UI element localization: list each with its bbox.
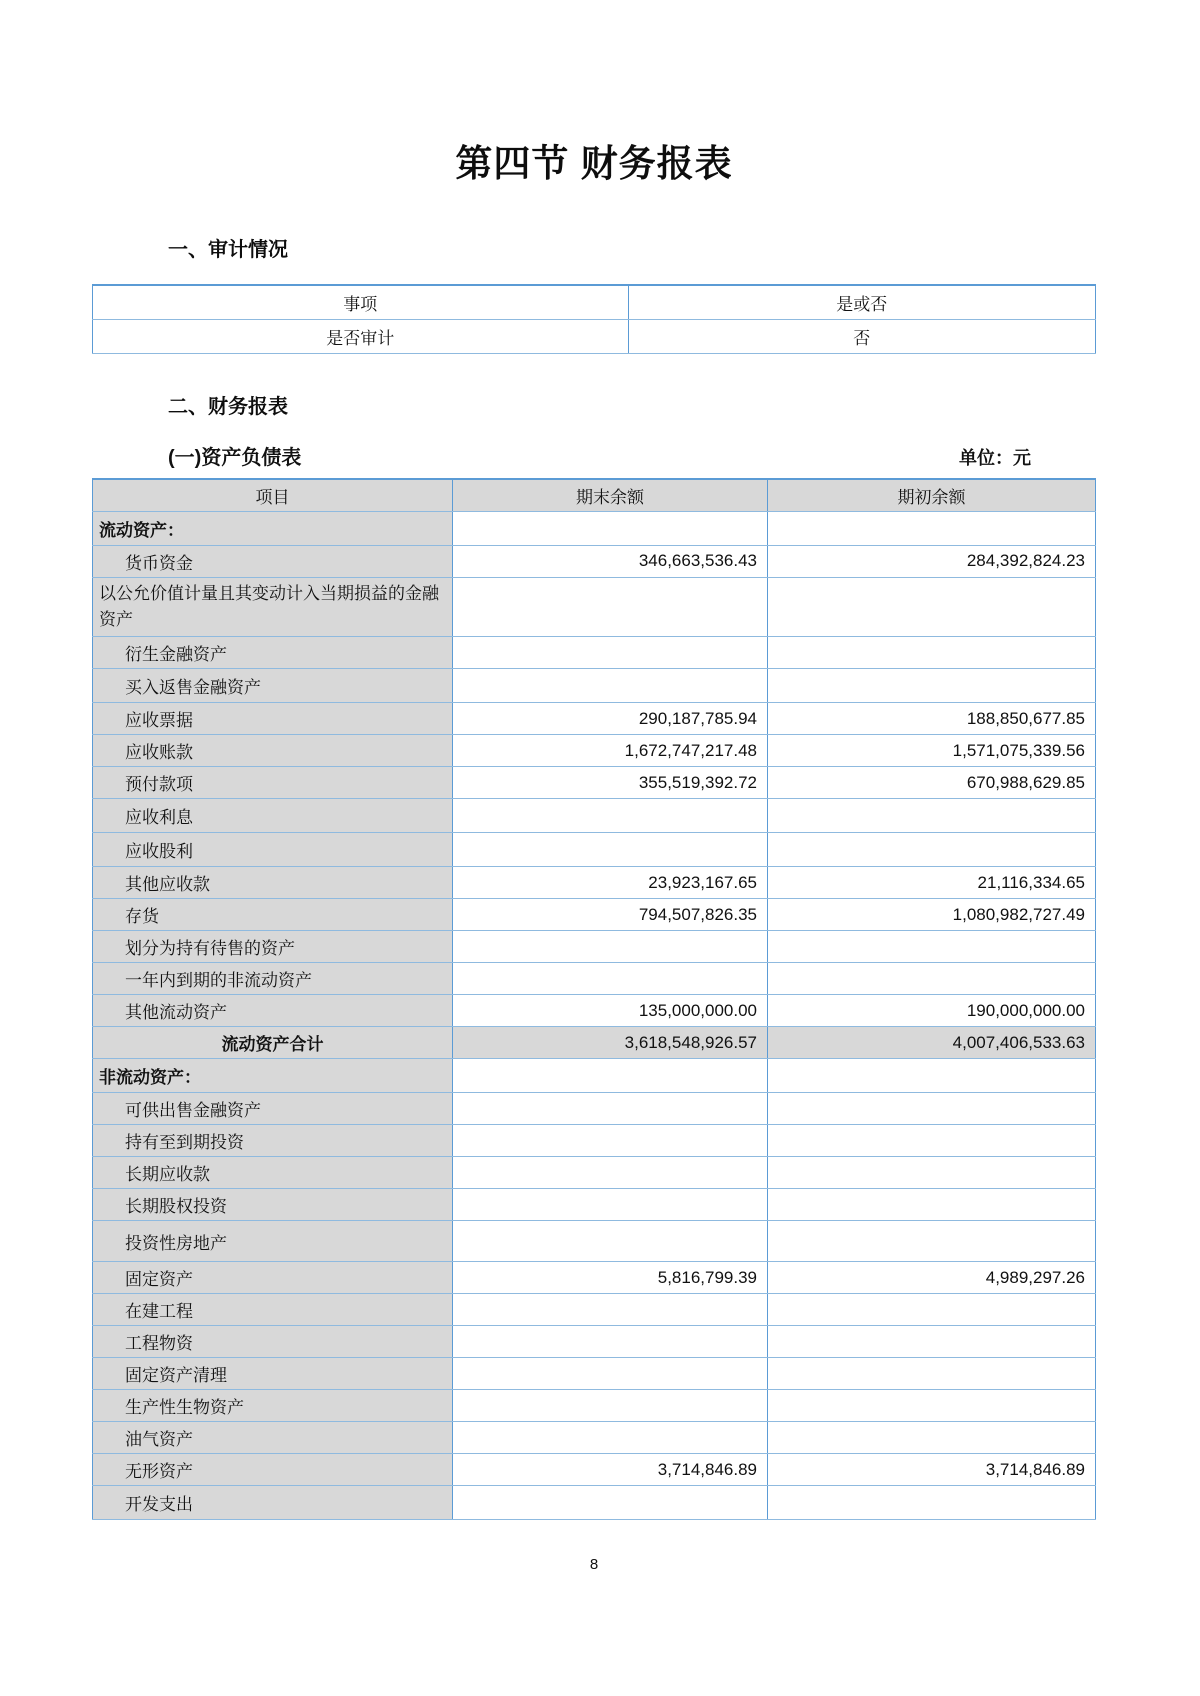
table-row [93,1422,1096,1454]
beginning-balance-cell [768,963,1096,995]
table-row [93,799,1096,833]
table-row [93,963,1096,995]
ending-balance-cell [453,799,768,833]
item-cell: 非流动资产： [93,1059,453,1093]
table-row [93,995,1096,1027]
audit-column-header-answer: 是或否 [628,285,1095,319]
table-row [93,1189,1096,1221]
beginning-balance-cell [768,931,1096,963]
ending-balance-cell [453,833,768,867]
balance-sheet-header-row [93,479,1096,512]
beginning-balance-cell: 1,080,982,727.49 [768,899,1096,931]
beginning-balance-cell: 188,850,677.85 [768,703,1096,735]
table-row [93,735,1096,767]
beginning-balance-cell [768,1294,1096,1326]
item-cell: 持有至到期投资 [93,1125,453,1157]
ending-balance-cell: 3,714,846.89 [453,1454,768,1486]
beginning-balance-cell [768,1189,1096,1221]
beginning-balance-cell: 21,116,334.65 [768,867,1096,899]
table-row [93,1157,1096,1189]
item-cell: 应收票据 [93,703,453,735]
beginning-balance-cell [768,1059,1096,1093]
ending-balance-cell [453,1358,768,1390]
table-row [93,577,1096,637]
beginning-balance-cell: 284,392,824.23 [768,545,1096,577]
beginning-balance-cell [768,799,1096,833]
beginning-balance-cell [768,577,1096,637]
audit-column-header-matter: 事项 [93,285,629,319]
column-header-ending-balance: 期末余额 [453,479,768,512]
item-cell: 应收账款 [93,735,453,767]
ending-balance-cell: 3,618,548,926.57 [453,1027,768,1059]
table-row [93,1358,1096,1390]
item-cell: 流动资产： [93,511,453,545]
ending-balance-cell [453,577,768,637]
statements-section-heading: 二、财务报表 [168,395,288,418]
beginning-balance-cell [768,669,1096,703]
ending-balance-cell [453,1157,768,1189]
column-header-beginning-balance: 期初余额 [768,479,1096,512]
item-cell: 在建工程 [93,1294,453,1326]
balance-sheet-subheading: (一)资产负债表 [168,446,302,469]
beginning-balance-cell [768,1221,1096,1262]
audit-section-heading: 一、审计情况 [168,239,288,261]
item-cell: 生产性生物资产 [93,1390,453,1422]
item-cell: 其他流动资产 [93,995,453,1027]
item-cell: 油气资产 [93,1422,453,1454]
table-row [93,1294,1096,1326]
item-cell: 衍生金融资产 [93,637,453,669]
ending-balance-cell: 5,816,799.39 [453,1262,768,1294]
table-row [93,1390,1096,1422]
balance-sheet-header [93,479,1096,512]
item-cell: 存货 [93,899,453,931]
item-cell: 一年内到期的非流动资产 [93,963,453,995]
item-cell: 长期应收款 [93,1157,453,1189]
ending-balance-cell [453,1093,768,1125]
item-cell: 应收股利 [93,833,453,867]
ending-balance-cell [453,1221,768,1262]
beginning-balance-cell [768,1390,1096,1422]
ending-balance-cell [453,669,768,703]
unit-label: 单位：元 [959,447,1031,468]
ending-balance-cell: 346,663,536.43 [453,545,768,577]
audit-table [92,284,1096,354]
beginning-balance-cell [768,1125,1096,1157]
item-cell: 工程物资 [93,1326,453,1358]
ending-balance-cell [453,963,768,995]
ending-balance-cell [453,1294,768,1326]
table-row [93,1262,1096,1294]
ending-balance-cell [453,1390,768,1422]
item-cell: 应收利息 [93,799,453,833]
beginning-balance-cell: 3,714,846.89 [768,1454,1096,1486]
item-cell: 固定资产清理 [93,1358,453,1390]
balance-sheet-table [92,478,1096,1521]
table-row [93,1059,1096,1093]
ending-balance-cell: 1,672,747,217.48 [453,735,768,767]
ending-balance-cell [453,1059,768,1093]
item-cell: 投资性房地产 [93,1221,453,1262]
page-number: 8 [589,1556,599,1574]
audit-table-header [93,285,1096,319]
item-cell: 预付款项 [93,767,453,799]
item-cell: 流动资产合计 [93,1027,453,1059]
beginning-balance-cell: 670,988,629.85 [768,767,1096,799]
table-row [93,1125,1096,1157]
ending-balance-cell: 290,187,785.94 [453,703,768,735]
table-row [93,899,1096,931]
table-row [93,637,1096,669]
table-row [93,1093,1096,1125]
table-row [93,867,1096,899]
ending-balance-cell [453,1422,768,1454]
beginning-balance-cell: 4,989,297.26 [768,1262,1096,1294]
table-row [93,767,1096,799]
beginning-balance-cell [768,1358,1096,1390]
item-cell: 无形资产 [93,1454,453,1486]
beginning-balance-cell: 190,000,000.00 [768,995,1096,1027]
ending-balance-cell: 135,000,000.00 [453,995,768,1027]
beginning-balance-cell [768,1486,1096,1520]
table-row [93,1221,1096,1262]
beginning-balance-cell [768,1422,1096,1454]
beginning-balance-cell: 4,007,406,533.63 [768,1027,1096,1059]
ending-balance-cell [453,1125,768,1157]
ending-balance-cell: 23,923,167.65 [453,867,768,899]
table-row [93,1027,1096,1059]
item-cell: 长期股权投资 [93,1189,453,1221]
table-row [93,703,1096,735]
item-cell: 可供出售金融资产 [93,1093,453,1125]
balance-sheet-subhead-row [92,441,1096,470]
ending-balance-cell [453,1486,768,1520]
audit-matter-cell: 是否审计 [93,319,629,353]
item-cell: 货币资金 [93,545,453,577]
item-cell: 固定资产 [93,1262,453,1294]
page-content [92,133,1096,1573]
ending-balance-cell [453,511,768,545]
table-row [93,833,1096,867]
audit-header-row [93,285,1096,319]
column-header-item: 项目 [93,479,453,512]
beginning-balance-cell [768,833,1096,867]
item-cell: 买入返售金融资产 [93,669,453,703]
table-row [93,545,1096,577]
table-row [93,1454,1096,1486]
audit-table-row [93,319,1096,353]
beginning-balance-cell [768,511,1096,545]
audit-answer-cell: 否 [628,319,1095,353]
ending-balance-cell [453,1326,768,1358]
beginning-balance-cell [768,1326,1096,1358]
item-cell: 以公允价值计量且其变动计入当期损益的金融资产 [93,577,453,637]
ending-balance-cell: 355,519,392.72 [453,767,768,799]
balance-sheet-body [93,511,1096,1520]
ending-balance-cell [453,1189,768,1221]
item-cell: 划分为持有待售的资产 [93,931,453,963]
table-row [93,669,1096,703]
beginning-balance-cell [768,1093,1096,1125]
item-cell: 开发支出 [93,1486,453,1520]
audit-table-body [93,319,1096,353]
beginning-balance-cell [768,1157,1096,1189]
table-row [93,931,1096,963]
ending-balance-cell: 794,507,826.35 [453,899,768,931]
table-row [93,511,1096,545]
table-row [93,1486,1096,1520]
page-title: 第四节 财务报表 [455,143,733,184]
beginning-balance-cell: 1,571,075,339.56 [768,735,1096,767]
beginning-balance-cell [768,637,1096,669]
ending-balance-cell [453,637,768,669]
table-row [93,1326,1096,1358]
item-cell: 其他应收款 [93,867,453,899]
ending-balance-cell [453,931,768,963]
